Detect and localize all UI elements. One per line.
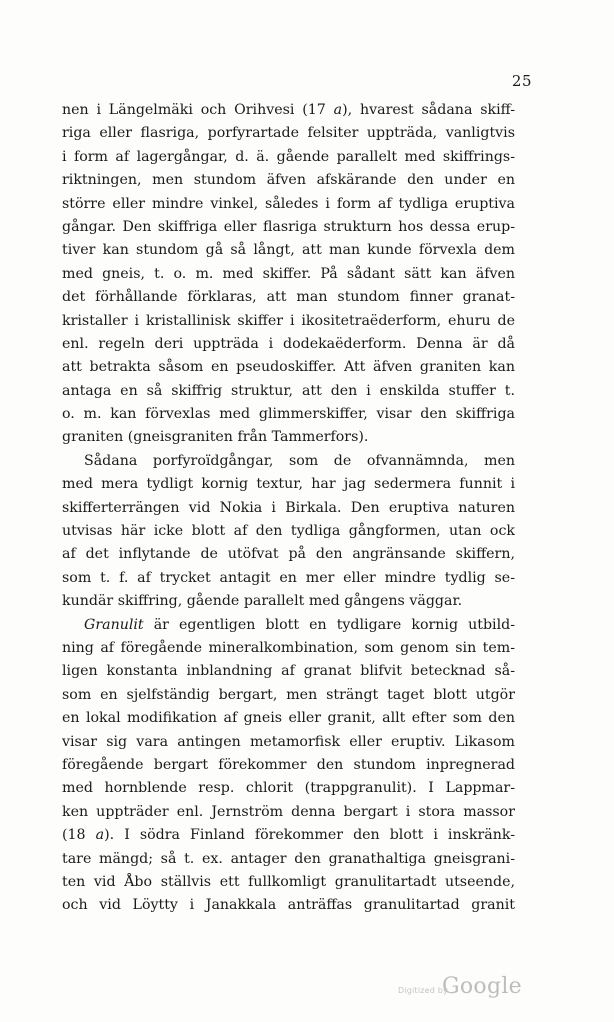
text-line [62,497,515,520]
text-span: föregående bergart förekommer den stundom inpregnerad [62,756,515,773]
text-span: kristaller i kristallinisk skiffer i ikositetraëderform, ehuru de [62,312,515,329]
page-number: 25 [511,72,532,90]
text-line [62,567,515,590]
text-line [62,193,515,216]
text-span: utvisas här icke blott af den tydliga gångformen, utan ock [62,523,515,540]
text-span: ten vid Åbo ställvis ett fullkomligt granulitartadt utseende, [62,873,515,890]
italic-text: Granulit [84,616,144,633]
text-line [62,801,515,824]
text-line [62,450,515,473]
text-line [62,871,515,894]
text-span: i form af lagergångar, d. ä. gående parallelt med skiffrings- [62,148,515,165]
text-span: att betrakta såsom en pseudoskiffer. Att äfven graniten kan [62,359,515,376]
text-line [62,216,515,239]
text-span: riga eller flasriga, porfyrartade felsiter uppträda, vanligtvis [62,125,515,142]
text-span: af det inflytande de utöfvat på den angränsande skiffern, [62,546,515,563]
text-span: med gneis, t. o. m. med skiffer. På sådant sätt kan äfven [62,265,515,282]
text-line [62,239,515,262]
text-line [62,380,515,403]
text-span: gångar. Den skiffriga eller flasriga strukturn hos dessa erup- [62,218,515,235]
text-line [62,310,515,333]
text-span: en lokal modifikation af gneis eller granit, allt efter som den [62,710,515,727]
text-line [62,286,515,309]
text-span: tiver kan stundom gå så långt, att man kunde förvexla dem [62,242,515,259]
text-span: det förhållande förklaras, att man stundom finner granat- [62,289,515,306]
text-line [62,590,515,613]
text-line [62,660,515,683]
text-line [62,356,515,379]
text-line [62,426,515,449]
text-line [62,848,515,871]
text-span: som en sjelfständig bergart, men strängt taget blott utgör [62,686,515,703]
text-line [62,169,515,192]
digitized-by-label: Digitized by [398,986,448,995]
google-logo: Google [442,974,523,999]
text-line [62,614,515,637]
text-span: skifferterrängen vid Nokia i Birkala. Den eruptiva naturen [62,499,515,516]
text-line [62,99,515,122]
text-line [62,263,515,286]
text-span: (18 [62,827,96,844]
text-line [62,333,515,356]
text-span: ), hvarest sådana skiff- [342,102,515,118]
text-line [62,543,515,566]
text-span: är egentligen blott en tydligare kornig utbild- [143,616,515,633]
text-span: o. m. kan förvexlas med glimmerskiffer, visar den skiffriga [62,406,515,423]
text-line [62,684,515,707]
italic-text: a [95,827,105,844]
text-span: antaga en så skiffrig struktur, att den i enskilda stuffer t. [62,382,515,399]
text-span: enl. regeln deri uppträda i dodekaëderform. Denna är då [62,335,515,352]
text-line [62,777,515,800]
text-line [62,824,515,847]
text-line [62,731,515,754]
text-span: nen i Längelmäki och Orihvesi (17 [62,102,334,118]
text-span: med mera tydligt kornig textur, har jag sedermera funnit i [62,476,515,493]
text-span: ning af föregående mineralkombination, som genom sin tem- [62,639,515,656]
text-span: ). I södra Finland förekommer den blott i inskränk- [104,827,515,844]
digitized-by-google-watermark [380,974,530,1014]
text-span: kundär skiffring, gående parallelt med gångens väggar. [62,593,463,610]
text-line [62,146,515,169]
text-span: med hornblende resp. chlorit (trappgranulit). I Lappmar- [62,780,515,797]
text-span: visar sig vara antingen metamorfisk eller eruptiv. Likasom [62,733,515,750]
text-span: tare mängd; så t. ex. antager den granathaltiga gneisgrani- [62,850,515,867]
text-line [62,520,515,543]
text-span: ligen konstanta inblandning af granat blifvit betecknad så- [62,663,515,680]
text-line [62,754,515,777]
text-line [62,894,515,917]
text-line [62,403,515,426]
text-line [62,707,515,730]
text-span: som t. f. af trycket antagit en mer eller mindre tydlig se- [62,569,515,586]
text-span: större eller mindre vinkel, således i form af tydliga eruptiva [62,195,515,212]
text-line [62,637,515,660]
italic-text: a [333,102,343,118]
body-text [62,99,515,918]
text-span: ken uppträder enl. Jernström denna bergart i stora massor [62,803,515,820]
text-span: graniten (gneisgraniten från Tammerfors). [62,429,369,446]
text-span: riktningen, men stundom äfven afskärande den under en [62,172,515,189]
text-span: och vid Löytty i Janakkala anträffas granulitartad granit [62,897,515,914]
text-span: Sådana porfyroïdgångar, som de ofvannämnda, men [84,452,515,469]
text-line [62,122,515,145]
text-line [62,473,515,496]
